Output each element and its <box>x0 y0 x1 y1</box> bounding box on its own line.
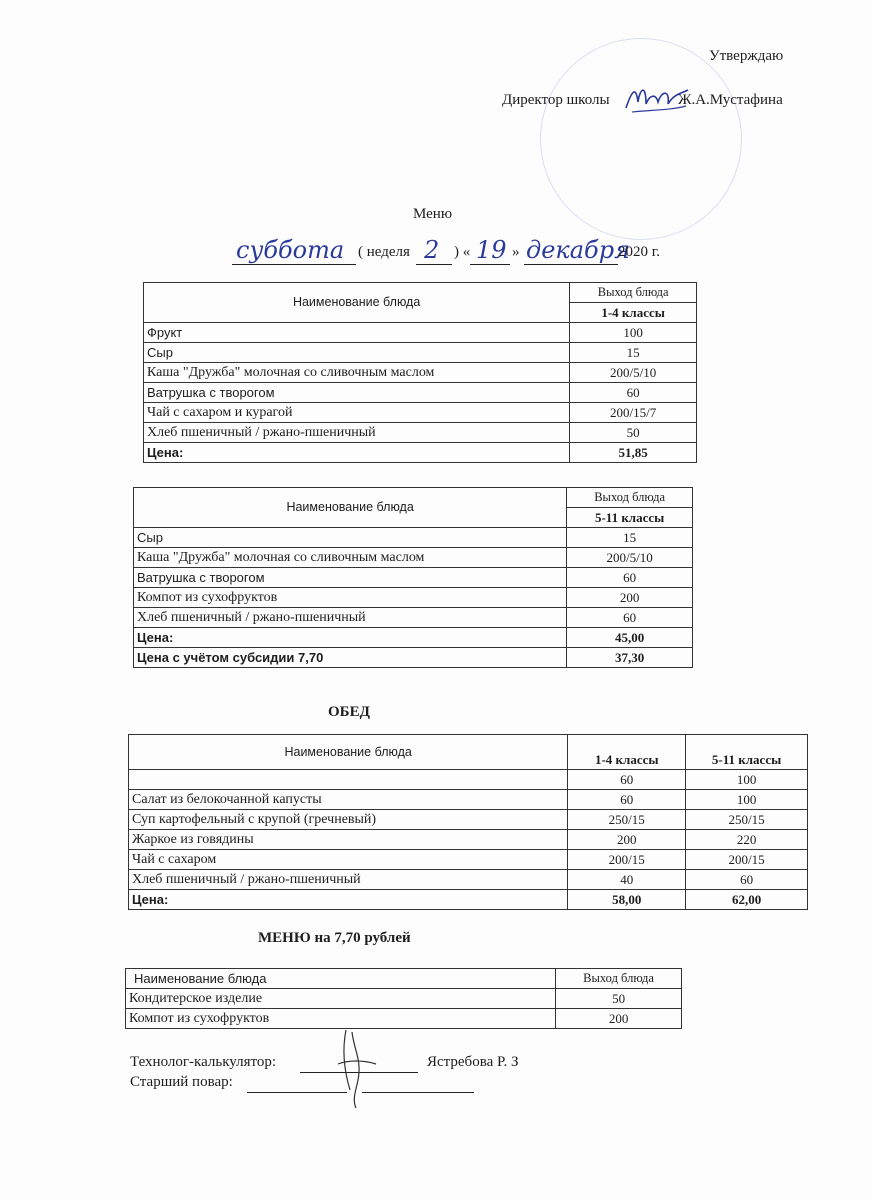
yield-1-4: 40 <box>568 870 686 890</box>
yield-5-11: 200/15 <box>686 850 808 870</box>
dish-name: Каша "Дружба" молочная со сливочным маслом <box>144 363 570 383</box>
header-yield: Выход блюда <box>556 969 682 989</box>
yield-5-11: 100 <box>686 790 808 810</box>
dish-name: Ватрушка с творогом <box>134 568 567 588</box>
dish-name: Чай с сахаром и курагой <box>144 403 570 423</box>
subsidy-price-value: 37,30 <box>567 648 693 668</box>
breakfast-5-11-table <box>133 487 693 668</box>
date-close-quote: » <box>512 244 520 260</box>
price-label: Цена: <box>129 890 568 910</box>
dish-name: Сыр <box>134 528 567 548</box>
breakfast-1-4-table <box>143 282 697 463</box>
menu-770-title: МЕНЮ на 7,70 рублей <box>258 930 411 946</box>
approval-title: Утверждаю <box>709 48 784 64</box>
yield-1-4: 60 <box>568 770 686 790</box>
table-row <box>134 608 693 628</box>
yield-1-4: 250/15 <box>568 810 686 830</box>
price-5-11: 62,00 <box>686 890 808 910</box>
table-row <box>134 588 693 608</box>
dish-name <box>129 770 568 790</box>
price-row <box>144 443 697 463</box>
technologist-name: Ястребова Р. З <box>427 1054 519 1070</box>
table-row <box>129 810 808 830</box>
date-day: суббота <box>236 236 345 264</box>
dish-name: Фрукт <box>144 323 570 343</box>
dish-yield: 200/5/10 <box>570 363 697 383</box>
dish-yield: 200 <box>567 588 693 608</box>
lunch-title: ОБЕД <box>328 704 370 720</box>
dish-name: Салат из белокочанной капусты <box>129 790 568 810</box>
director-prefix: Директор школы <box>502 92 610 108</box>
date-week: 2 <box>424 236 440 264</box>
dish-name: Каша "Дружба" молочная со сливочным маслом <box>134 548 567 568</box>
yield-1-4: 60 <box>568 790 686 810</box>
dish-name: Ватрушка с творогом <box>144 383 570 403</box>
stamp-circle <box>540 38 742 240</box>
cook-label: Старший повар: <box>130 1074 233 1090</box>
dish-yield: 60 <box>567 608 693 628</box>
table-header-row <box>126 969 682 989</box>
dish-yield: 15 <box>567 528 693 548</box>
dish-yield: 60 <box>567 568 693 588</box>
price-value: 45,00 <box>567 628 693 648</box>
table-header-row <box>129 735 808 770</box>
table-row <box>144 323 697 343</box>
header-grade-1-4: 1-4 классы <box>568 735 686 770</box>
dish-yield: 200/15/7 <box>570 403 697 423</box>
price-row <box>134 628 693 648</box>
dish-yield: 60 <box>570 383 697 403</box>
dish-name: Хлеб пшеничный / ржано-пшеничный <box>134 608 567 628</box>
cook-signature-line-1 <box>247 1092 347 1093</box>
date-month: декабря <box>526 236 630 264</box>
dish-name: Суп картофельный с крупой (гречневый) <box>129 810 568 830</box>
dish-name: Компот из сухофруктов <box>126 1009 556 1029</box>
table-header-row <box>134 488 693 508</box>
dish-yield: 15 <box>570 343 697 363</box>
subsidy-price-row <box>134 648 693 668</box>
dish-name: Кондитерское изделие <box>126 989 556 1009</box>
table-row <box>129 770 808 790</box>
price-label: Цена: <box>134 628 567 648</box>
dish-yield: 200/5/10 <box>567 548 693 568</box>
table-row <box>144 383 697 403</box>
table-row <box>144 423 697 443</box>
header-dish-name: Наименование блюда <box>144 283 570 323</box>
table-row <box>144 403 697 423</box>
price-row <box>129 890 808 910</box>
header-dish-name: Наименование блюда <box>134 488 567 528</box>
dish-name: Сыр <box>144 343 570 363</box>
table-row <box>126 989 682 1009</box>
date-day-number: 19 <box>476 236 507 264</box>
header-yield: Выход блюда <box>570 283 697 303</box>
dish-name: Жаркое из говядины <box>129 830 568 850</box>
table-row <box>129 870 808 890</box>
header-grade: 1-4 классы <box>570 303 697 323</box>
table-row <box>134 528 693 548</box>
table-row <box>134 548 693 568</box>
page-title: Меню <box>413 206 453 222</box>
date-month-line <box>524 264 618 265</box>
table-row <box>129 830 808 850</box>
yield-1-4: 200 <box>568 830 686 850</box>
header-yield: Выход блюда <box>567 488 693 508</box>
date-open-quote: ) « <box>454 244 471 260</box>
director-name: Ж.А.Мустафина <box>678 92 783 108</box>
technologist-label: Технолог-калькулятор: <box>130 1054 277 1070</box>
dish-name: Чай с сахаром <box>129 850 568 870</box>
menu-770-table <box>125 968 682 1029</box>
technologist-signature-icon <box>332 1020 382 1115</box>
table-row <box>126 1009 682 1029</box>
table-row <box>129 850 808 870</box>
yield-5-11: 100 <box>686 770 808 790</box>
table-row <box>134 568 693 588</box>
dish-name: Хлеб пшеничный / ржано-пшеничный <box>144 423 570 443</box>
subsidy-label: Цена с учётом субсидии 7,70 <box>134 648 567 668</box>
date-week-line <box>416 264 452 265</box>
lunch-table <box>128 734 808 910</box>
dish-yield: 100 <box>570 323 697 343</box>
dish-name: Компот из сухофруктов <box>134 588 567 608</box>
date-week-prefix: ( неделя <box>358 244 410 260</box>
yield-1-4: 200/15 <box>568 850 686 870</box>
header-dish-name: Наименование блюда <box>129 735 568 770</box>
dish-name: Хлеб пшеничный / ржано-пшеничный <box>129 870 568 890</box>
cook-signature-line-2 <box>362 1092 474 1093</box>
dish-yield: 50 <box>570 423 697 443</box>
table-row <box>144 363 697 383</box>
dish-yield: 50 <box>556 989 682 1009</box>
header-grade: 5-11 классы <box>567 508 693 528</box>
dish-yield: 200 <box>556 1009 682 1029</box>
yield-5-11: 250/15 <box>686 810 808 830</box>
table-row <box>144 343 697 363</box>
yield-5-11: 60 <box>686 870 808 890</box>
price-value: 51,85 <box>570 443 697 463</box>
date-daynum-line <box>470 264 510 265</box>
price-1-4: 58,00 <box>568 890 686 910</box>
price-label: Цена: <box>144 443 570 463</box>
director-line <box>502 92 610 109</box>
header-dish-name: Наименование блюда <box>126 969 556 989</box>
header-grade-5-11: 5-11 классы <box>686 735 808 770</box>
table-header-row <box>144 283 697 303</box>
date-day-line <box>232 264 356 265</box>
yield-5-11: 220 <box>686 830 808 850</box>
table-row <box>129 790 808 810</box>
date-year: 2020 г. <box>618 244 660 260</box>
